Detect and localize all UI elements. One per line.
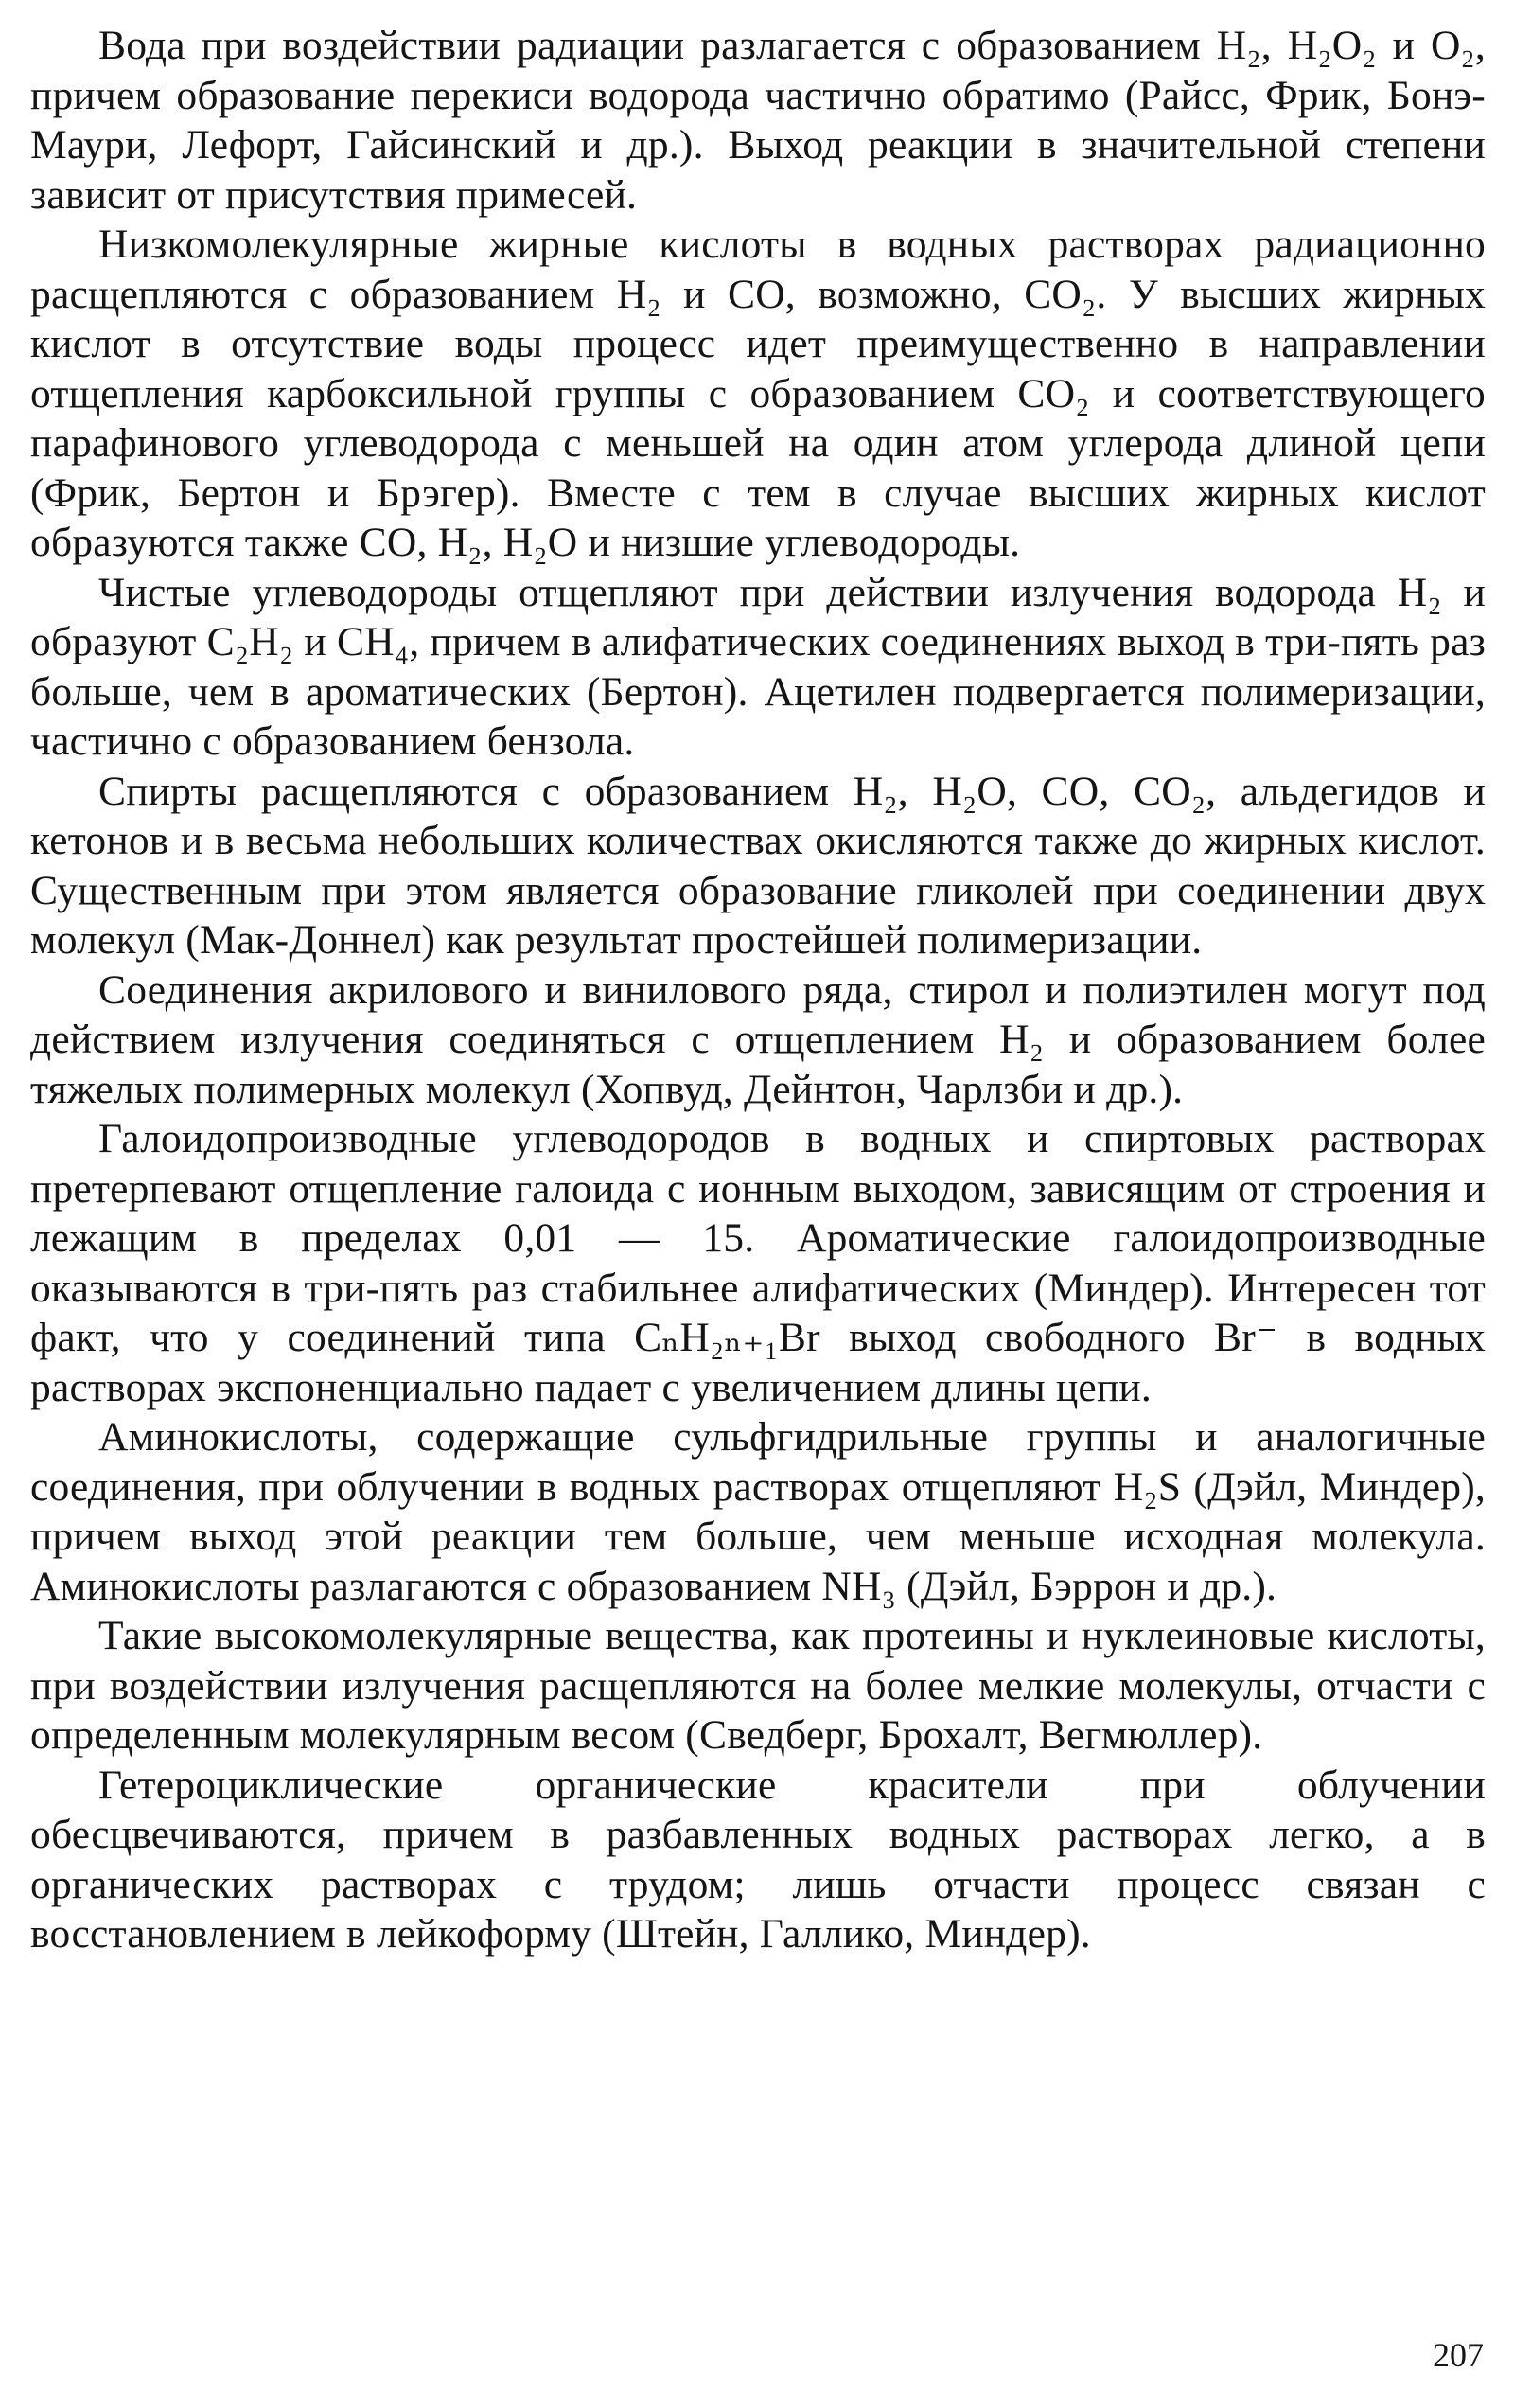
paragraph-water-radiolysis: Вода при воздействии радиации разлагается с образованием H₂, H₂O₂ и O₂, причем образование перекиси водорода частично обратимо (Райсс, Фрик, Бонэ-Маури, Лефорт, Гайсинский и др.). Выход реакции в значительной степени зависит от присутствия примесей. bbox=[30, 23, 1486, 218]
page-number: 207 bbox=[1433, 2336, 1484, 2374]
paragraph-fatty-acids: Низкомолекулярные жирные кислоты в водных растворах радиационно расщепляются с образованием H₂ и CO, возможно, CO₂. У высших жирных кислот в отсутствие воды процесс идет преимущественно в направлении отщепления карбоксильной группы с образованием CO₂ и соответствующего парафинового углеводорода с меньшей на один атом углерода длиной цепи (Фрик, Бертон и Брэгер). Вместе с тем в случае высших жирных кислот образуются также CO, H₂, H₂O и низшие углеводороды. bbox=[30, 221, 1486, 565]
body-text bbox=[30, 21, 1486, 1959]
paragraph-acrylic-vinyl: Соединения акрилового и винилового ряда, стирол и полиэтилен могут под действием излучения соединяться с отщеплением H₂ и образованием более тяжелых полимерных молекул (Хопвуд, Дейнтон, Чарлзби и др.). bbox=[30, 966, 1486, 1112]
paragraph-high-molecular: Такие высокомолекулярные вещества, как протеины и нуклеиновые кислоты, при воздействии излучения расщепляются на более мелкие молекулы, отчасти с определенным молекулярным весом (Сведберг, Брохалт, Вегмюллер). bbox=[30, 1613, 1486, 1758]
paragraph-amino-acids: Аминокислоты, содержащие сульфгидрильные группы и аналогичные соединения, при облучении в водных растворах отщепляют H₂S (Дэйл, Миндер), причем выход этой реакции тем больше, чем меньше исходная молекула. Аминокислоты разлагаются с образованием NH₃ (Дэйл, Бэррон и др.). bbox=[30, 1414, 1486, 1609]
paragraph-halogen-derivatives: Галоидопроизводные углеводородов в водных и спиртовых растворах претерпевают отщепление галоида с ионным выходом, зависящим от строения и лежащим в пределах 0,01 — 15. Ароматические галоидопроизводные оказываются в три-пять раз стабильнее алифатических (Миндер). Интересен тот факт, что у соединений типа CₙH₂ₙ₊₁Br выход свободного Br⁻ в водных растворах экспоненциально падает с увеличением длины цепи. bbox=[30, 1116, 1486, 1410]
paragraph-hydrocarbons: Чистые углеводороды отщепляют при действии излучения водорода H₂ и образуют C₂H₂ и CH₄, причем в алифатических соединениях выход в три-пять раз больше, чем в ароматических (Бертон). Ацетилен подвергается полимеризации, частично с образованием бензола. bbox=[30, 569, 1486, 764]
paragraph-alcohols: Спирты расщепляются с образованием H₂, H₂O, CO, CO₂, альдегидов и кетонов и в весьма небольших количествах окисляются также до жирных кислот. Существенным при этом является образование гликолей при соединении двух молекул (Мак-Доннел) как результат простейшей полимеризации. bbox=[30, 768, 1486, 963]
paragraph-dyes: Гетероциклические органические красители при облучении обесцвечиваются, причем в разбавленных водных растворах легко, а в органических растворах с трудом; лишь отчасти процесс связан с восстановлением в лейкоформу (Штейн, Галлико, Миндер). bbox=[30, 1762, 1486, 1956]
